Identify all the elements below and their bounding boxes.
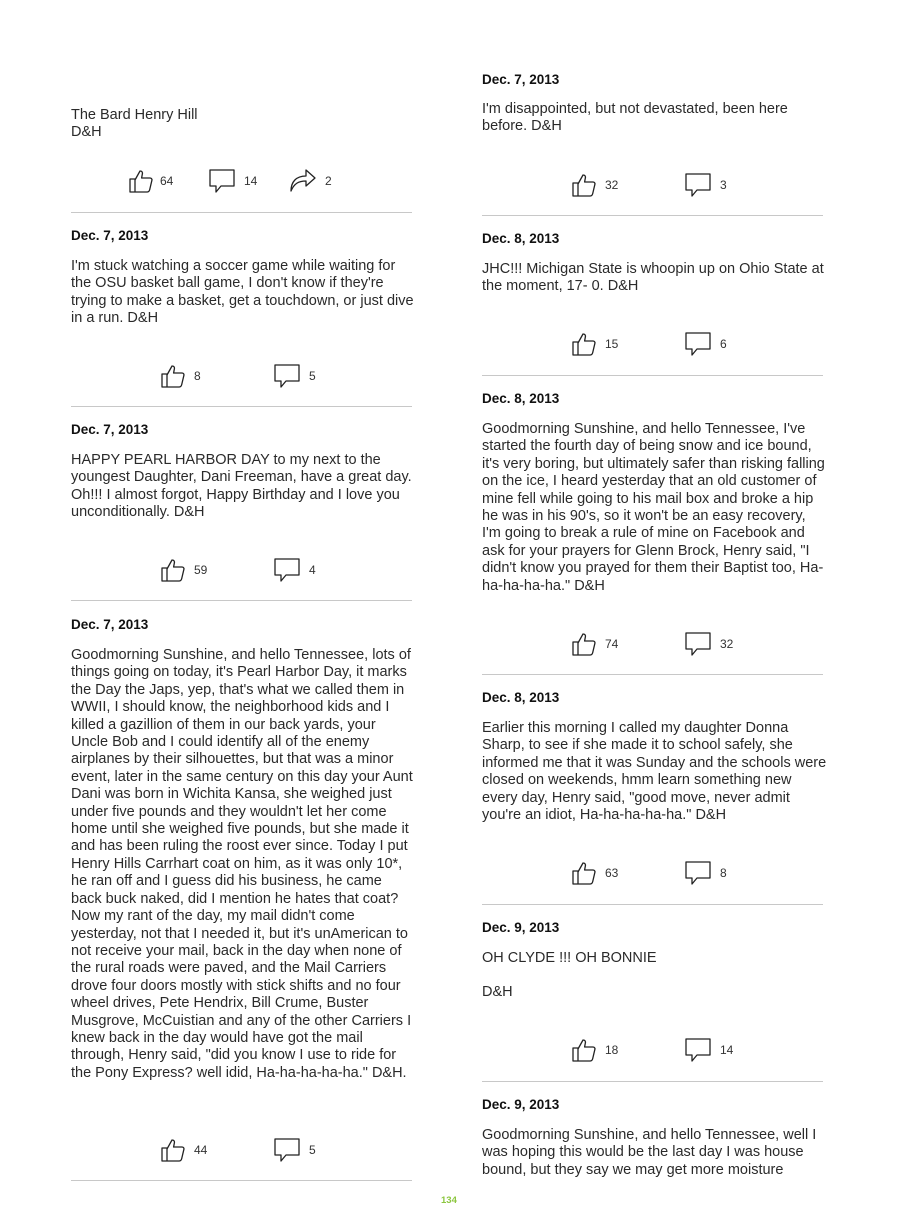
like-button[interactable] — [571, 330, 618, 358]
like-count: 63 — [605, 866, 619, 880]
like-count: 15 — [605, 337, 619, 351]
comment-icon — [273, 556, 301, 584]
thumbs-up-icon — [571, 172, 597, 198]
comment-icon — [208, 167, 236, 195]
comment-button[interactable] — [208, 167, 257, 195]
comment-icon — [684, 630, 712, 658]
post-text: OH CLYDE !!! OH BONNIE D&H — [482, 950, 657, 1001]
thumbs-up-icon — [160, 363, 186, 389]
comment-button[interactable] — [684, 330, 727, 358]
like-button[interactable] — [160, 556, 207, 584]
post-text: Goodmorning Sunshine, and hello Tennessee, I've started the fourth day of being snow and ice bound, it's very boring, but ultimately safer than risking falling on the ice, I heard yesterday that an old customer of mine fell while going to his mail box and broke a hip he was in his 90's, so it won't be an easy recovery, I'm going to break a rule of mine on Facebook and ask for your prayers for Glenn Brock, Henry said, "I didn't know you prayed for them their Baptist too, Ha-ha-ha-ha-ha." D&H — [482, 421, 825, 594]
thumbs-up-icon — [160, 1137, 186, 1163]
post-date: Dec. 8, 2013 — [482, 391, 560, 406]
like-button[interactable] — [571, 1036, 618, 1064]
like-button[interactable] — [160, 362, 201, 390]
like-button[interactable] — [128, 167, 173, 195]
post-text: Earlier this morning I called my daughter Donna Sharp, to see if she made it to school safely, she informed me that it was Sunday and the schools were closed on weekends, hmm learn something new every day, Henry said, "good move, never admit you're an idiot, Ha-ha-ha-ha-ha." D&H — [482, 720, 827, 824]
comment-icon — [273, 1136, 301, 1164]
like-button[interactable] — [571, 859, 618, 887]
thumbs-up-icon — [160, 557, 186, 583]
thumbs-up-icon — [128, 168, 154, 194]
post-date: Dec. 7, 2013 — [71, 617, 149, 632]
comment-count: 3 — [720, 178, 727, 192]
post-text: Goodmorning Sunshine, and hello Tennessee, lots of things going on today, it's Pearl Harbor Day, it marks the Day the Japs, yep, that's what we called them in WWII, I should know, the neighborhood kids and I killed a gazillion of them in our back yards, your Uncle Bob and I could identify all of the enemy airplanes by their silhouettes, but that was a minor event, later in the same century on this day your Aunt Dani was born in Wichita Kansa, she weighed just under five pounds and they wouldn't let her come home until she weighed five pounds, but she made it and has been ruling the roost ever since. Today I put Henry Hills Carrhart coat on him, as it was only 10*, he ran off and I guess did his business, he came back buck naked, did I mention he hates that coat? Now my rant of the day, my mail didn't come yesterday, not that I needed it, but it's unAmerican to not receive your mail, back in the day when none of the rural roads were paved, and the Mail Carriers drove four doors mostly with stick shifts and no four wheel drives, Pete Hendrix, Bill Crume, Buster Musgrove, McCuistian and any of the other Carriers I knew back in the day would have got the mail through, Henry said, "did you know I use to ride for the Pony Express? well idid, Ha-ha-ha-ha-ha." D&H. — [71, 647, 413, 1081]
comment-count: 4 — [309, 563, 316, 577]
post-text: JHC!!! Michigan State is whoopin up on Ohio State at the moment, 17- 0. D&H — [482, 261, 824, 295]
thumbs-up-icon — [571, 631, 597, 657]
like-button[interactable] — [571, 171, 618, 199]
comment-button[interactable] — [684, 171, 727, 199]
comment-count: 14 — [720, 1043, 734, 1057]
thumbs-up-icon — [571, 331, 597, 357]
comment-button[interactable] — [273, 1136, 316, 1164]
comment-icon — [684, 859, 712, 887]
comment-count: 8 — [720, 866, 727, 880]
post-date: Dec. 9, 2013 — [482, 1097, 560, 1112]
share-icon — [289, 168, 317, 194]
post-text: HAPPY PEARL HARBOR DAY to my next to the youngest Daughter, Dani Freeman, have a great day. Oh!!! I almost forgot, Happy Birthday and I love you unconditionally. D&H — [71, 452, 412, 521]
thumbs-up-icon — [571, 860, 597, 886]
comment-count: 5 — [309, 1143, 316, 1157]
share-button[interactable] — [289, 167, 332, 195]
post-date: Dec. 7, 2013 — [71, 228, 149, 243]
comment-icon — [273, 362, 301, 390]
thumbs-up-icon — [571, 1037, 597, 1063]
post-text: I'm stuck watching a soccer game while waiting for the OSU basket ball game, I don't know if they're trying to make a basket, get a touchdown, or just dive in a run. D&H — [71, 258, 414, 327]
comment-button[interactable] — [684, 859, 727, 887]
comment-button[interactable] — [684, 1036, 733, 1064]
comment-icon — [684, 171, 712, 199]
post-separator — [482, 215, 823, 216]
post-date: Dec. 8, 2013 — [482, 231, 560, 246]
like-count: 74 — [605, 637, 619, 651]
post-date: Dec. 9, 2013 — [482, 920, 560, 935]
like-count: 44 — [194, 1143, 208, 1157]
like-count: 18 — [605, 1043, 619, 1057]
post-text: The Bard Henry Hill D&H — [71, 107, 198, 141]
comment-button[interactable] — [273, 362, 316, 390]
like-count: 8 — [194, 369, 201, 383]
post-separator — [482, 375, 823, 376]
comment-count: 6 — [720, 337, 727, 351]
post-date: Dec. 7, 2013 — [482, 72, 560, 87]
comment-count: 14 — [244, 174, 258, 188]
comment-count: 32 — [720, 637, 734, 651]
comment-count: 5 — [309, 369, 316, 383]
post-separator — [71, 600, 412, 601]
post-date: Dec. 7, 2013 — [71, 422, 149, 437]
comment-icon — [684, 330, 712, 358]
like-button[interactable] — [160, 1136, 207, 1164]
comment-button[interactable] — [684, 630, 733, 658]
post-separator — [482, 1081, 823, 1082]
like-button[interactable] — [571, 630, 618, 658]
comment-button[interactable] — [273, 556, 316, 584]
post-separator — [71, 1180, 412, 1181]
post-text: I'm disappointed, but not devastated, been here before. D&H — [482, 101, 788, 135]
like-count: 32 — [605, 178, 619, 192]
post-separator — [71, 212, 412, 213]
comment-icon — [684, 1036, 712, 1064]
like-count: 59 — [194, 563, 208, 577]
post-separator — [482, 904, 823, 905]
post-text: Goodmorning Sunshine, and hello Tennessee, well I was hoping this would be the last day I was house bound, but they say we may get more moisture — [482, 1127, 817, 1178]
post-separator — [71, 406, 412, 407]
post-separator — [482, 674, 823, 675]
page-number: 134 — [441, 1195, 457, 1206]
like-count: 64 — [160, 174, 174, 188]
post-date: Dec. 8, 2013 — [482, 690, 560, 705]
share-count: 2 — [325, 174, 332, 188]
